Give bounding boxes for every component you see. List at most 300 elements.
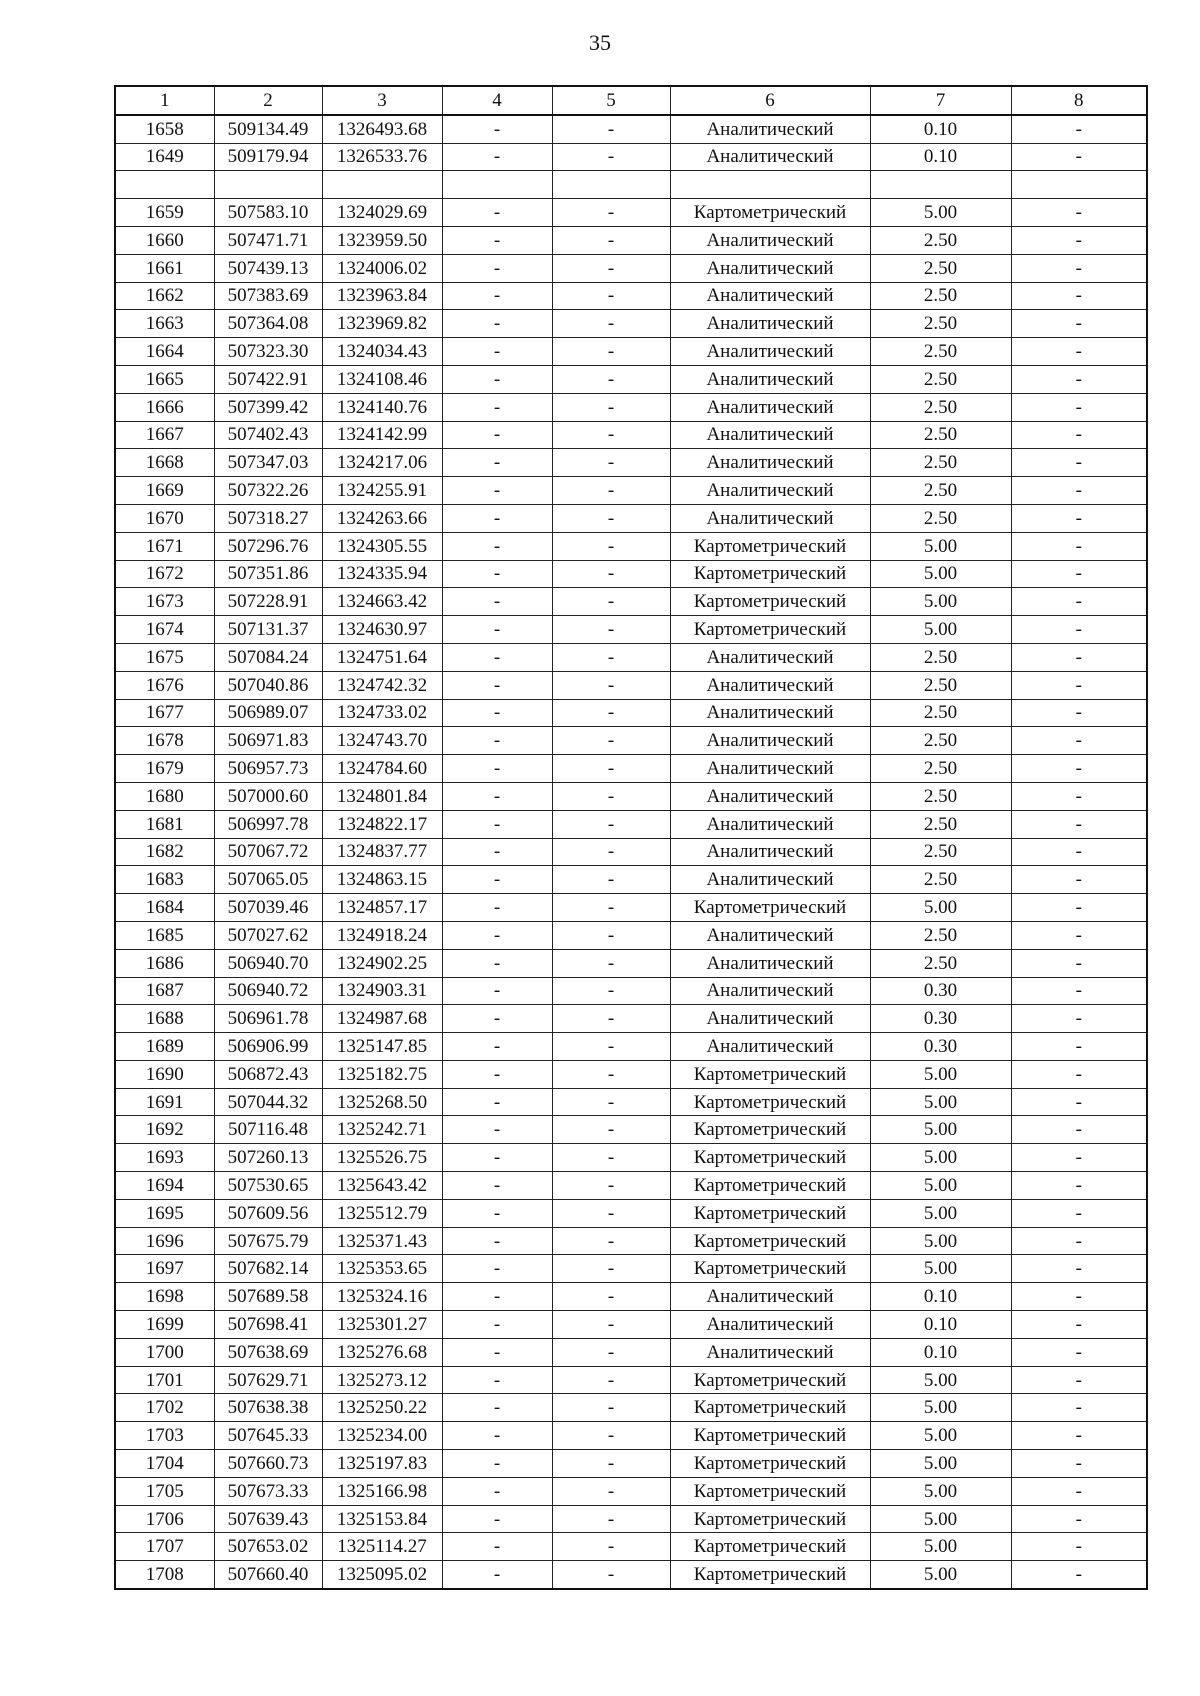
- table-cell: 507323.30: [214, 338, 322, 366]
- table-row: [115, 1283, 1147, 1311]
- table-row: [115, 1033, 1147, 1061]
- table-row: [115, 1450, 1147, 1478]
- table-cell: 1325643.42: [322, 1172, 442, 1200]
- coordinates-table: [114, 85, 1148, 1590]
- table-row: [115, 1088, 1147, 1116]
- table-cell: 1325153.84: [322, 1505, 442, 1533]
- table-cell: 1659: [115, 199, 214, 227]
- table-cell: -: [552, 338, 670, 366]
- table-cell: 507067.72: [214, 838, 322, 866]
- table-cell: -: [442, 1477, 552, 1505]
- table-cell: 5.00: [870, 1394, 1011, 1422]
- table-cell: 1325147.85: [322, 1033, 442, 1061]
- table-cell: -: [552, 1255, 670, 1283]
- table-row: [115, 894, 1147, 922]
- table-cell: Аналитический: [670, 226, 870, 254]
- table-cell: 1670: [115, 504, 214, 532]
- table-cell: [214, 171, 322, 199]
- table-row: [115, 1255, 1147, 1283]
- table-cell: 1698: [115, 1283, 214, 1311]
- table-cell: 507040.86: [214, 671, 322, 699]
- table-cell: 2.50: [870, 254, 1011, 282]
- table-row: [115, 1172, 1147, 1200]
- table-cell: -: [442, 143, 552, 171]
- table-cell: -: [552, 616, 670, 644]
- table-cell: 1706: [115, 1505, 214, 1533]
- table-cell: Аналитический: [670, 782, 870, 810]
- table-cell: 507399.42: [214, 393, 322, 421]
- table-cell: 507228.91: [214, 588, 322, 616]
- table-cell: 1324029.69: [322, 199, 442, 227]
- table-cell: 5.00: [870, 1422, 1011, 1450]
- table-cell: -: [442, 1561, 552, 1589]
- table-cell: Аналитический: [670, 1338, 870, 1366]
- table-cell: 1325324.16: [322, 1283, 442, 1311]
- table-cell: -: [1011, 1533, 1147, 1561]
- table-cell: -: [1011, 810, 1147, 838]
- table-cell: 1324742.32: [322, 671, 442, 699]
- table-cell: Аналитический: [670, 254, 870, 282]
- table-cell: Аналитический: [670, 1311, 870, 1339]
- table-cell: 507039.46: [214, 894, 322, 922]
- table-cell: -: [442, 1366, 552, 1394]
- table-cell: 1325526.75: [322, 1144, 442, 1172]
- table-cell: -: [1011, 671, 1147, 699]
- table-cell: -: [552, 838, 670, 866]
- table-cell: -: [442, 921, 552, 949]
- table-cell: 5.00: [870, 1199, 1011, 1227]
- table-cell: 506961.78: [214, 1005, 322, 1033]
- table-cell: 507689.58: [214, 1283, 322, 1311]
- table-row: [115, 1533, 1147, 1561]
- table-cell: -: [1011, 866, 1147, 894]
- table-cell: -: [1011, 1060, 1147, 1088]
- table-cell: 5.00: [870, 1366, 1011, 1394]
- table-cell: -: [552, 310, 670, 338]
- table-cell: 1325371.43: [322, 1227, 442, 1255]
- table-cell: -: [442, 199, 552, 227]
- table-cell: -: [1011, 532, 1147, 560]
- table-cell: 1681: [115, 810, 214, 838]
- table-cell: 1690: [115, 1060, 214, 1088]
- table-cell: -: [1011, 282, 1147, 310]
- table-row: [115, 1227, 1147, 1255]
- table-cell: 1703: [115, 1422, 214, 1450]
- table-cell: -: [552, 282, 670, 310]
- table-row: [115, 449, 1147, 477]
- table-cell: 1665: [115, 365, 214, 393]
- table-row: [115, 727, 1147, 755]
- table-cell: -: [442, 1338, 552, 1366]
- table-cell: Аналитический: [670, 699, 870, 727]
- table-cell: -: [552, 115, 670, 143]
- table-cell: Аналитический: [670, 643, 870, 671]
- table-cell: 1324784.60: [322, 755, 442, 783]
- table-cell: -: [1011, 921, 1147, 949]
- table-cell: 1676: [115, 671, 214, 699]
- table-cell: -: [442, 393, 552, 421]
- table-cell: -: [1011, 1116, 1147, 1144]
- table-cell: -: [1011, 226, 1147, 254]
- table-cell: -: [552, 643, 670, 671]
- table-cell: [442, 171, 552, 199]
- table-row: [115, 282, 1147, 310]
- table-row: [115, 1505, 1147, 1533]
- table-cell: 1324857.17: [322, 894, 442, 922]
- table-cell: -: [1011, 949, 1147, 977]
- table-cell: 2.50: [870, 421, 1011, 449]
- table-cell: 1324902.25: [322, 949, 442, 977]
- table-cell: 506971.83: [214, 727, 322, 755]
- table-cell: 2.50: [870, 782, 1011, 810]
- table-cell: 506940.70: [214, 949, 322, 977]
- table-cell: 509179.94: [214, 143, 322, 171]
- table-cell: -: [442, 1116, 552, 1144]
- table-cell: Аналитический: [670, 977, 870, 1005]
- table-cell: 1663: [115, 310, 214, 338]
- table-cell: 1324263.66: [322, 504, 442, 532]
- table-cell: 507402.43: [214, 421, 322, 449]
- table-cell: Картометрический: [670, 588, 870, 616]
- table-cell: -: [442, 699, 552, 727]
- table-cell: 0.30: [870, 977, 1011, 1005]
- table-cell: 1661: [115, 254, 214, 282]
- table-cell: -: [1011, 977, 1147, 1005]
- table-cell: 507383.69: [214, 282, 322, 310]
- table-cell: Картометрический: [670, 560, 870, 588]
- table-cell: 507322.26: [214, 477, 322, 505]
- table-cell: -: [552, 1144, 670, 1172]
- table-row: [115, 699, 1147, 727]
- table-cell: -: [552, 1338, 670, 1366]
- table-row: [115, 1311, 1147, 1339]
- table-cell: 507000.60: [214, 782, 322, 810]
- table-cell: 2.50: [870, 755, 1011, 783]
- table-cell: -: [442, 727, 552, 755]
- table-cell: 1324822.17: [322, 810, 442, 838]
- table-cell: 1325242.71: [322, 1116, 442, 1144]
- table-cell: -: [1011, 1450, 1147, 1478]
- table-cell: 5.00: [870, 1255, 1011, 1283]
- table-cell: 2.50: [870, 310, 1011, 338]
- table-row: [115, 1060, 1147, 1088]
- table-cell: 507351.86: [214, 560, 322, 588]
- table-row: [115, 1144, 1147, 1172]
- table-cell: 1324142.99: [322, 421, 442, 449]
- table-cell: -: [442, 1533, 552, 1561]
- table-cell: -: [442, 616, 552, 644]
- table-cell: -: [442, 1005, 552, 1033]
- table-cell: -: [1011, 1088, 1147, 1116]
- table-cell: -: [1011, 1283, 1147, 1311]
- table-cell: 507660.73: [214, 1450, 322, 1478]
- table-cell: -: [552, 727, 670, 755]
- table-cell: 506872.43: [214, 1060, 322, 1088]
- table-cell: -: [442, 1199, 552, 1227]
- table-cell: -: [1011, 1422, 1147, 1450]
- table-cell: -: [1011, 421, 1147, 449]
- table-cell: Аналитический: [670, 421, 870, 449]
- table-row: [115, 1422, 1147, 1450]
- table-cell: Аналитический: [670, 143, 870, 171]
- table-row: [115, 838, 1147, 866]
- table-cell: -: [552, 755, 670, 783]
- table-cell: -: [1011, 894, 1147, 922]
- table-cell: 1677: [115, 699, 214, 727]
- table-cell: -: [1011, 560, 1147, 588]
- table-row: [115, 365, 1147, 393]
- table-cell: 1695: [115, 1199, 214, 1227]
- table-cell: -: [552, 1561, 670, 1589]
- table-cell: -: [1011, 1255, 1147, 1283]
- table-cell: 1691: [115, 1088, 214, 1116]
- table-cell: 1674: [115, 616, 214, 644]
- table-cell: 2.50: [870, 226, 1011, 254]
- table-cell: 506989.07: [214, 699, 322, 727]
- table-cell: 1324630.97: [322, 616, 442, 644]
- table-cell: 1693: [115, 1144, 214, 1172]
- table-cell: 5.00: [870, 616, 1011, 644]
- table-cell: -: [1011, 338, 1147, 366]
- table-cell: [670, 171, 870, 199]
- table-cell: 5.00: [870, 1088, 1011, 1116]
- table-cell: -: [552, 810, 670, 838]
- table-cell: 1689: [115, 1033, 214, 1061]
- table-cell: 1680: [115, 782, 214, 810]
- table-cell: 507364.08: [214, 310, 322, 338]
- table-row: [115, 338, 1147, 366]
- header-cell: 8: [1011, 86, 1147, 115]
- table-cell: -: [1011, 1172, 1147, 1200]
- table-cell: -: [552, 671, 670, 699]
- table-row: [115, 115, 1147, 143]
- table-cell: 5.00: [870, 1505, 1011, 1533]
- table-cell: 1708: [115, 1561, 214, 1589]
- table-cell: 1324733.02: [322, 699, 442, 727]
- table-cell: -: [442, 310, 552, 338]
- table-cell: -: [552, 1311, 670, 1339]
- table-cell: -: [1011, 1033, 1147, 1061]
- table-cell: -: [1011, 1338, 1147, 1366]
- table-cell: Картометрический: [670, 1060, 870, 1088]
- table-cell: -: [552, 365, 670, 393]
- table-cell: -: [552, 1505, 670, 1533]
- table-cell: -: [552, 1533, 670, 1561]
- table-header: [115, 86, 1147, 115]
- table-cell: -: [442, 810, 552, 838]
- table-cell: Аналитический: [670, 671, 870, 699]
- table-cell: 1679: [115, 755, 214, 783]
- table-row: [115, 143, 1147, 171]
- table-cell: 1325353.65: [322, 1255, 442, 1283]
- table-cell: Картометрический: [670, 1394, 870, 1422]
- table-cell: Картометрический: [670, 1477, 870, 1505]
- table-cell: 1325268.50: [322, 1088, 442, 1116]
- table-cell: 1325273.12: [322, 1366, 442, 1394]
- table-cell: -: [1011, 1311, 1147, 1339]
- table-cell: 507645.33: [214, 1422, 322, 1450]
- table-cell: 1666: [115, 393, 214, 421]
- table-cell: 1660: [115, 226, 214, 254]
- table-cell: Картометрический: [670, 532, 870, 560]
- table-cell: -: [442, 1172, 552, 1200]
- table-cell: 1326493.68: [322, 115, 442, 143]
- table-cell: -: [442, 365, 552, 393]
- table-cell: -: [1011, 699, 1147, 727]
- table-cell: 507675.79: [214, 1227, 322, 1255]
- table-row: [115, 199, 1147, 227]
- table-cell: 5.00: [870, 588, 1011, 616]
- table-row: [115, 1338, 1147, 1366]
- table-cell: Картометрический: [670, 616, 870, 644]
- table-cell: Картометрический: [670, 1172, 870, 1200]
- table-cell: -: [442, 1422, 552, 1450]
- table-cell: 1324034.43: [322, 338, 442, 366]
- table-cell: 2.50: [870, 282, 1011, 310]
- table-cell: -: [552, 143, 670, 171]
- table-cell: Картометрический: [670, 894, 870, 922]
- table-cell: 5.00: [870, 560, 1011, 588]
- table-cell: -: [1011, 1199, 1147, 1227]
- table-cell: 1325197.83: [322, 1450, 442, 1478]
- table-cell: -: [1011, 199, 1147, 227]
- table-cell: Картометрический: [670, 1422, 870, 1450]
- table-cell: -: [552, 949, 670, 977]
- table-cell: -: [1011, 727, 1147, 755]
- table-cell: Аналитический: [670, 504, 870, 532]
- table-cell: Картометрический: [670, 199, 870, 227]
- table-cell: -: [552, 1060, 670, 1088]
- table-cell: Картометрический: [670, 1561, 870, 1589]
- table-cell: -: [552, 254, 670, 282]
- table-cell: -: [552, 1422, 670, 1450]
- table-cell: -: [1011, 643, 1147, 671]
- table-cell: -: [1011, 115, 1147, 143]
- table-cell: 2.50: [870, 838, 1011, 866]
- table-row: [115, 560, 1147, 588]
- table-row: [115, 532, 1147, 560]
- table-cell: -: [1011, 1394, 1147, 1422]
- table-cell: 1687: [115, 977, 214, 1005]
- table-cell: Аналитический: [670, 1005, 870, 1033]
- table-row: [115, 226, 1147, 254]
- table-cell: Картометрический: [670, 1450, 870, 1478]
- table-cell: -: [552, 477, 670, 505]
- table-cell: Картометрический: [670, 1366, 870, 1394]
- table-cell: 1678: [115, 727, 214, 755]
- table-cell: 507131.37: [214, 616, 322, 644]
- table-cell: -: [442, 560, 552, 588]
- table-row: [115, 504, 1147, 532]
- table-cell: -: [552, 1088, 670, 1116]
- table-cell: -: [1011, 1005, 1147, 1033]
- table-cell: Картометрический: [670, 1088, 870, 1116]
- table-cell: 507439.13: [214, 254, 322, 282]
- table-cell: 1705: [115, 1477, 214, 1505]
- header-cell: 4: [442, 86, 552, 115]
- table-cell: 1664: [115, 338, 214, 366]
- table-cell: 1324801.84: [322, 782, 442, 810]
- table-cell: 506997.78: [214, 810, 322, 838]
- table-cell: -: [442, 532, 552, 560]
- table-cell: -: [552, 1116, 670, 1144]
- table-cell: -: [552, 1366, 670, 1394]
- table-cell: -: [442, 226, 552, 254]
- table-row: [115, 782, 1147, 810]
- table-cell: 5.00: [870, 199, 1011, 227]
- table-row: [115, 1366, 1147, 1394]
- table-cell: -: [552, 199, 670, 227]
- table-cell: -: [442, 1283, 552, 1311]
- table-cell: -: [442, 1088, 552, 1116]
- table-cell: -: [442, 949, 552, 977]
- table-cell: 2.50: [870, 449, 1011, 477]
- table-cell: -: [1011, 755, 1147, 783]
- header-cell: 1: [115, 86, 214, 115]
- table-cell: -: [1011, 1144, 1147, 1172]
- table-cell: 2.50: [870, 866, 1011, 894]
- table-cell: -: [442, 671, 552, 699]
- table-cell: 1688: [115, 1005, 214, 1033]
- table-cell: 5.00: [870, 1060, 1011, 1088]
- table-cell: 0.10: [870, 115, 1011, 143]
- table-cell: 5.00: [870, 894, 1011, 922]
- table-cell: -: [552, 1199, 670, 1227]
- table-cell: 0.10: [870, 143, 1011, 171]
- table-cell: Аналитический: [670, 282, 870, 310]
- table-cell: Аналитический: [670, 949, 870, 977]
- table-cell: -: [1011, 1227, 1147, 1255]
- table-cell: Аналитический: [670, 866, 870, 894]
- table-cell: -: [442, 282, 552, 310]
- table-body: [115, 115, 1147, 1589]
- table-cell: -: [442, 838, 552, 866]
- table-cell: 507530.65: [214, 1172, 322, 1200]
- table-cell: -: [442, 1144, 552, 1172]
- table-cell: 1707: [115, 1533, 214, 1561]
- header-row: [115, 86, 1147, 115]
- table-cell: 2.50: [870, 810, 1011, 838]
- table-cell: 507653.02: [214, 1533, 322, 1561]
- table-row: [115, 588, 1147, 616]
- table-cell: -: [552, 560, 670, 588]
- table-cell: 1697: [115, 1255, 214, 1283]
- table-row: [115, 477, 1147, 505]
- table-cell: Аналитический: [670, 1033, 870, 1061]
- table-cell: 1323959.50: [322, 226, 442, 254]
- table-cell: 1324663.42: [322, 588, 442, 616]
- table-cell: -: [552, 921, 670, 949]
- table-cell: Аналитический: [670, 365, 870, 393]
- table-row: [115, 1394, 1147, 1422]
- table-cell: -: [442, 254, 552, 282]
- table-cell: 507660.40: [214, 1561, 322, 1589]
- table-cell: -: [442, 1450, 552, 1478]
- table-cell: -: [552, 588, 670, 616]
- table-cell: -: [442, 866, 552, 894]
- table-cell: 5.00: [870, 1450, 1011, 1478]
- table-row: [115, 866, 1147, 894]
- table-row: [115, 421, 1147, 449]
- table-cell: -: [442, 588, 552, 616]
- table-cell: 5.00: [870, 1116, 1011, 1144]
- table-cell: 1662: [115, 282, 214, 310]
- table-cell: 1326533.76: [322, 143, 442, 171]
- table-cell: 1696: [115, 1227, 214, 1255]
- table-cell: 1324751.64: [322, 643, 442, 671]
- table-cell: -: [552, 1477, 670, 1505]
- table-row: [115, 1116, 1147, 1144]
